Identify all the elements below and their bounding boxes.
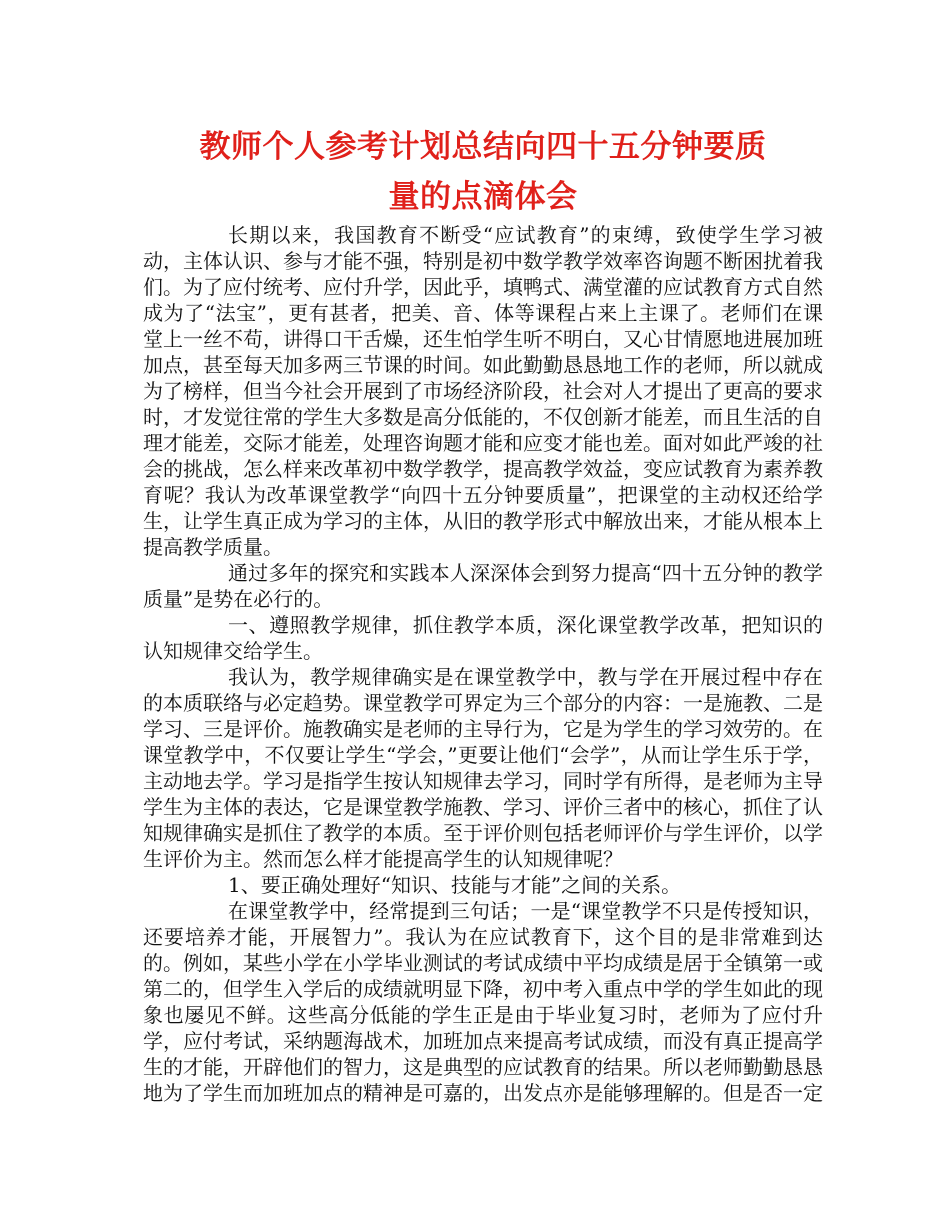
paragraph-classroom: 在课堂教学中，经常提到三句话；一是“课堂教学不只是传授知识，还要培养才能，开展智力”。我认为在应试教育下，这个目的是非常难到达的。例如，某些小学在小学毕业测试的考试成绩中平均成绩是居于全镇第一或第二的，但学生入学后的成绩就明显下降，初中考入重点中学的学生如此的现象也屡见不鲜。这些高分低能的学生正是由于毕业复习时，老师为了应付升学，应付考试，采纳题海战术，加班加点来提高考试成绩，而没有真正提高学生的才能，开辟他们的智力，这是典型的应试教育的结果。所以老师勤勤恳恳地为了学生而加班加点的精神是可嘉的，出发点亦是能够理解的。但是否一定 [143,899,823,1105]
paragraph-teaching-law: 我认为，教学规律确实是在课堂教学中，教与学在开展过程中存在的本质联络与必定趋势。课堂教学可界定为三个部分的内容：一是施教、二是学习、三是评价。施教确实是老师的主导行为，它是为学生的学习效劳的。在课堂教学中，不仅要让学生“学会，”更要让他们“会学”，从而让学生乐于学，主动地去学。学习是指学生按认知规律去学习，同时学有所得，是老师为主导学生为主体的表达，它是课堂教学施教、学习、评价三者中的核心，抓住了认知规律确实是抓住了教学的本质。至于评价则包括老师评价与学生评价，以学生评价为主。然而怎么样才能提高学生的认知规律呢？ [143,665,823,871]
document-page [143,122,823,1106]
subsection-heading-1: 1、要正确处理好“知识、技能与才能”之间的关系。 [228,873,682,897]
section-heading-1: 一、遵照教学规律，抓住教学本质，深化课堂教学改革，把知识的认知规律交给学生。 [143,613,823,663]
title-line-2: 量的点滴体会 [388,179,578,215]
document-body [143,222,823,1106]
title-line-1: 教师个人参考计划总结向四十五分钟要质 [199,129,767,165]
paragraph-practice: 通过多年的探究和实践本人深深体会到努力提高“四十五分钟的教学质量”是势在必行的。 [143,561,823,611]
document-title [143,122,823,222]
paragraph-intro: 长期以来，我国教育不断受“应试教育”的束缚，致使学生学习被动，主体认识、参与才能不强，特别是初中数学教学效率咨询题不断困扰着我们。为了应付统考、应付升学，因此乎，填鸭式、满堂灌的应试教育方式自然成为了“法宝”，更有甚者，把美、音、体等课程占来上主课了。老师们在课堂上一丝不苟，讲得口干舌燥，还生怕学生听不明白，又心甘情愿地进展加班加点，甚至每天加多两三节课的时间。如此勤勤恳恳地工作的老师，所以就成为了榜样，但当今社会开展到了市场经济阶段，社会对人才提出了更高的要求时，才发觉往常的学生大多数是高分低能的，不仅创新才能差，而且生活的自理才能差，交际才能差，处理咨询题才能和应变才能也差。面对如此严竣的社会的挑战，怎么样来改革初中数学教学，提高教学效益，变应试教育为素养教育呢？我认为改革课堂教学“向四十五分钟要质量”，把课堂的主动权还给学生，让学生真正成为学习的主体，从旧的教学形式中解放出来，才能从根本上提高教学质量。 [143,223,823,559]
